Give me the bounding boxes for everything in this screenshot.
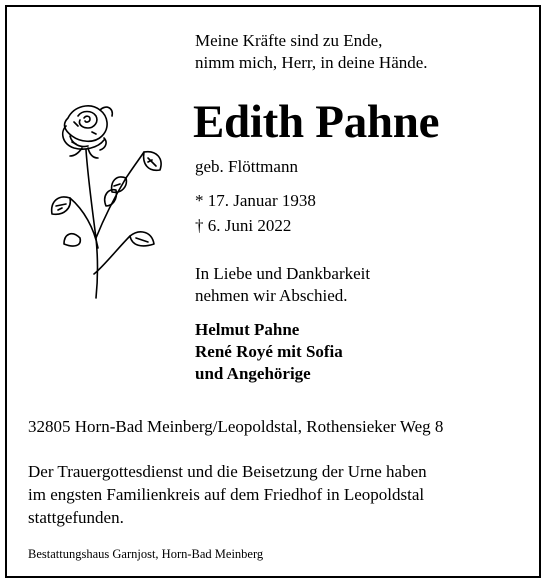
service-notice: [28, 460, 427, 529]
verse: [195, 30, 428, 74]
service-line-2: im engsten Familienkreis auf dem Friedhof in Leopoldstal: [28, 485, 425, 504]
farewell-text: [195, 263, 370, 307]
funeral-home: Bestattungshaus Garnjost, Horn-Bad Meinberg: [28, 547, 264, 561]
mourner: René Royé mit Sofia: [195, 342, 343, 361]
mourner: Helmut Pahne: [195, 320, 300, 339]
mourners-list: [195, 319, 343, 385]
birth-name: geb. Flöttmann: [195, 157, 298, 176]
verse-line-1: Meine Kräfte sind zu Ende,: [195, 31, 383, 50]
rose-illustration-icon: [44, 98, 184, 303]
service-line-3: stattgefunden.: [28, 508, 124, 527]
deceased-name: Edith Pahne: [193, 96, 440, 148]
farewell-line-2: nehmen wir Abschied.: [195, 286, 348, 305]
verse-line-2: nimm mich, Herr, in deine Hände.: [195, 53, 428, 72]
address: 32805 Horn-Bad Meinberg/Leopoldstal, Rothensieker Weg 8: [28, 417, 444, 436]
mourner: und Angehörige: [195, 364, 311, 383]
death-date: † 6. Juni 2022: [195, 216, 292, 235]
birth-date: * 17. Januar 1938: [195, 191, 316, 210]
farewell-line-1: In Liebe und Dankbarkeit: [195, 264, 371, 283]
service-line-1: Der Trauergottesdienst und die Beisetzung der Urne haben: [28, 462, 427, 481]
life-dates: [195, 188, 316, 238]
